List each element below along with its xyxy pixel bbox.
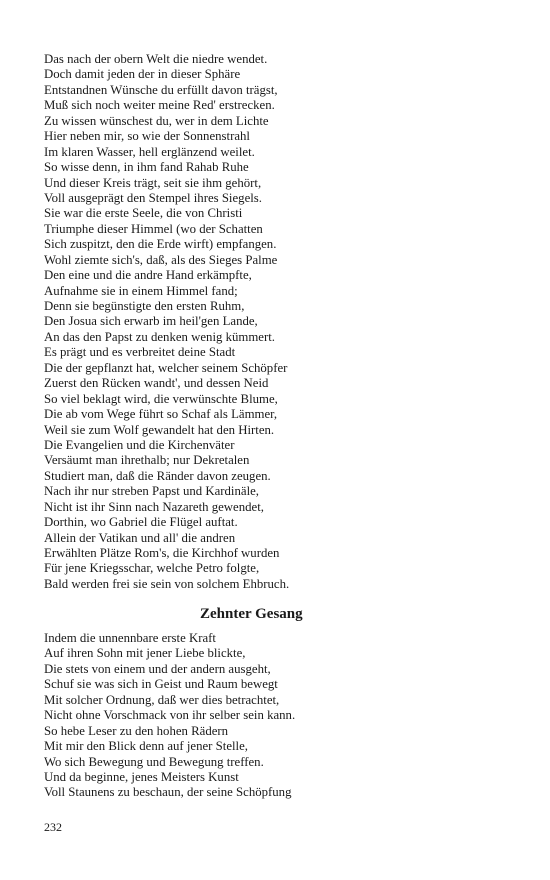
verse-line: Studiert man, daß die Ränder davon zeugen.: [44, 468, 271, 483]
verse-line: Die stets von einem und der andern ausgeht,: [44, 661, 271, 676]
verse-line: Für jene Kriegsschar, welche Petro folgte,: [44, 561, 260, 576]
verse-line: Zu wissen wünschest du, wer in dem Lichte: [44, 113, 269, 128]
verse-line: Das nach der obern Welt die niedre wendet.: [44, 52, 268, 66]
verse-line: Aufnahme sie in einem Himmel fand;: [44, 283, 238, 298]
verse-lines-1: [44, 52, 514, 592]
verse-line: Sich zuspitzt, den die Erde wirft) empfangen.: [44, 237, 277, 252]
verse-line: Denn sie begünstigte den ersten Ruhm,: [44, 299, 245, 313]
verse-line: Nicht ohne Vorschmack von ihr selber sein kann.: [44, 708, 296, 723]
verse-line: Triumphe dieser Himmel (wo der Schatten: [44, 221, 263, 236]
verse-block-1: [44, 52, 514, 592]
verse-line: Zuerst den Rücken wandt', und dessen Neid: [44, 376, 269, 391]
verse-line: Im klaren Wasser, hell erglänzend weilet.: [44, 144, 255, 159]
verse-lines-2: [44, 631, 514, 801]
verse-block-2: [44, 631, 514, 801]
verse-line: Entstandnen Wünsche du erfüllt davon trägst,: [44, 82, 278, 97]
verse-line: Indem die unnennbare erste Kraft: [44, 631, 216, 645]
verse-line: So viel beklagt wird, die verwünschte Blume,: [44, 391, 278, 406]
verse-line: Den Josua sich erwarb im heil'gen Lande,: [44, 314, 258, 329]
verse-line: Die ab vom Wege führt so Schaf als Lämmer,: [44, 407, 278, 422]
verse-line: Erwählten Plätze Rom's, die Kirchhof wurden: [44, 546, 280, 560]
verse-line: Mit mir den Blick denn auf jener Stelle,: [44, 739, 248, 754]
verse-line: An das den Papst zu denken wenig kümmert.: [44, 329, 276, 344]
verse-line: Und da beginne, jenes Meisters Kunst: [44, 769, 239, 784]
verse-line: Voll ausgeprägt den Stempel ihres Siegels.: [44, 190, 262, 205]
verse-line: Die der gepflanzt hat, welcher seinem Schöpfer: [44, 360, 288, 375]
verse-line: Versäumt man ihrethalb; nur Dekretalen: [44, 453, 250, 468]
verse-line: Wohl ziemte sich's, daß, als des Sieges Palme: [44, 252, 278, 267]
verse-line: Dorthin, wo Gabriel die Flügel auftat.: [44, 515, 238, 530]
verse-line: Doch damit jeden der in dieser Sphäre: [44, 67, 241, 82]
verse-line: Bald werden frei sie sein von solchem Ehbruch.: [44, 576, 290, 591]
verse-line: Schuf sie was sich in Geist und Raum bewegt: [44, 677, 278, 692]
verse-line: Nach ihr nur streben Papst und Kardinäle,: [44, 484, 259, 499]
verse-line: Die Evangelien und die Kirchenväter: [44, 437, 235, 452]
verse-line: So wisse denn, in ihm fand Rahab Ruhe: [44, 160, 249, 175]
verse-line: Muß sich noch weiter meine Red' erstrecken.: [44, 98, 275, 113]
canto-heading: Zehnter Gesang: [200, 606, 303, 622]
verse-line: Allein der Vatikan und all' die andren: [44, 530, 236, 545]
verse-line: Mit solcher Ordnung, daß wer dies betrachtet,: [44, 692, 280, 707]
verse-line: Es prägt und es verbreitet deine Stadt: [44, 345, 236, 360]
verse-line: So hebe Leser zu den hohen Rädern: [44, 723, 229, 738]
verse-line: Sie war die erste Seele, die von Christi: [44, 206, 243, 221]
verse-line: Den eine und die andre Hand erkämpfte,: [44, 268, 252, 283]
verse-line: Und dieser Kreis trägt, seit sie ihm gehört,: [44, 175, 262, 190]
page-number: 232: [44, 820, 62, 834]
verse-line: Nicht ist ihr Sinn nach Nazareth gewendet,: [44, 499, 264, 514]
verse-line: Auf ihren Sohn mit jener Liebe blickte,: [44, 646, 246, 661]
verse-line: Voll Staunens zu beschaun, der seine Schöpfung: [44, 785, 292, 800]
verse-line: Hier neben mir, so wie der Sonnenstrahl: [44, 129, 250, 144]
verse-line: Weil sie zum Wolf gewandelt hat den Hirten.: [44, 422, 275, 437]
verse-line: Wo sich Bewegung und Bewegung treffen.: [44, 754, 264, 769]
